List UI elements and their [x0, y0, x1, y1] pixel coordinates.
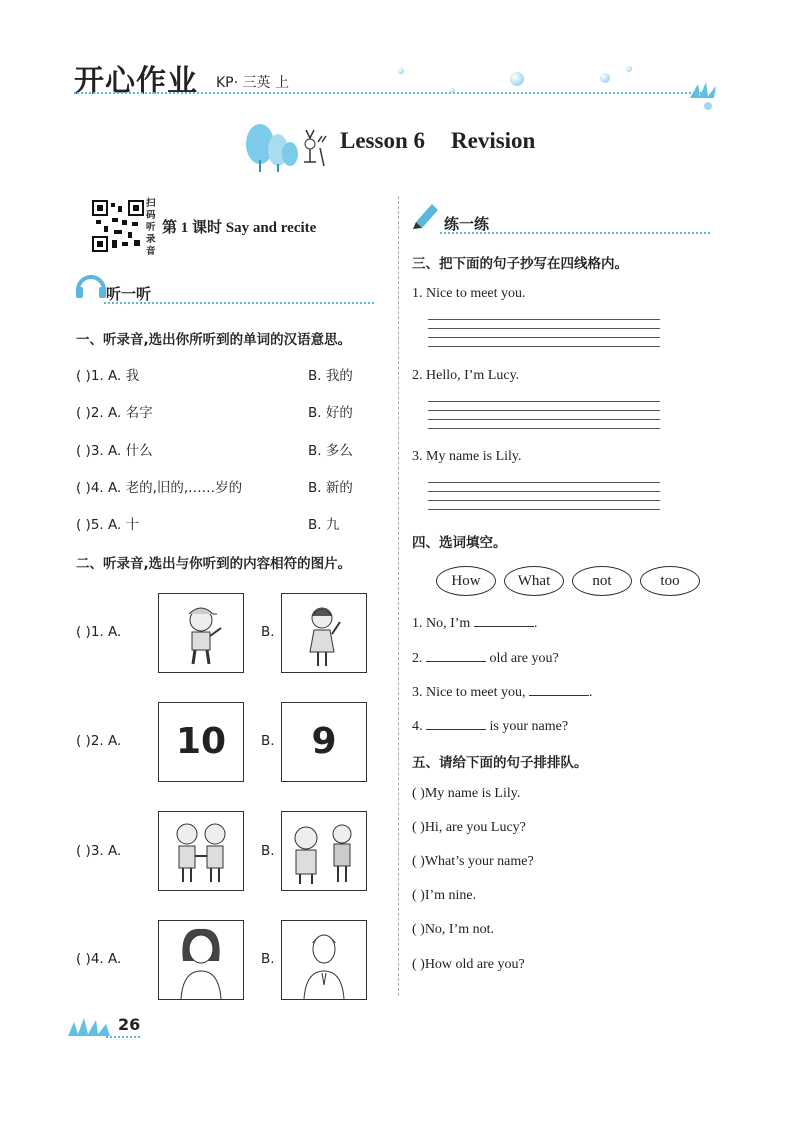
bubble-decoration — [398, 68, 404, 74]
part4-item: 3. Nice to meet you, . — [412, 685, 593, 700]
part1-item-b: B. 我的 — [308, 368, 353, 384]
part2-item-b: B. — [261, 733, 275, 749]
practice-divider — [440, 232, 710, 234]
headphones-icon — [74, 270, 108, 300]
part3-title: 三、把下面的句子抄写在四线格内。 — [412, 256, 628, 272]
part5-item: ( )Hi, are you Lucy? — [412, 820, 526, 835]
part5-item: ( )My name is Lily. — [412, 786, 521, 801]
part2-item-b: B. — [261, 624, 275, 640]
number-ten-image — [158, 702, 244, 782]
page-number: 26 — [118, 1015, 141, 1034]
listen-banner: 听一听 — [106, 285, 152, 303]
man-image — [281, 920, 367, 1000]
pencil-icon — [410, 198, 442, 230]
woman-image — [158, 920, 244, 1000]
part5-item: ( )No, I’m not. — [412, 922, 495, 937]
part3-sentence: 1. Nice to meet you. — [412, 286, 526, 301]
bubble-decoration — [510, 72, 524, 86]
word-cloud: too — [640, 566, 700, 596]
listen-divider — [104, 302, 374, 304]
part1-item-a: ( )5. A. 十 — [76, 517, 140, 533]
part2-item-b: B. — [261, 951, 275, 967]
grass-icon — [688, 80, 722, 112]
part4-item: 4. is your name? — [412, 719, 569, 734]
part4-title: 四、选词填空。 — [412, 535, 507, 551]
two-girls-image — [158, 811, 244, 891]
column-divider — [398, 196, 399, 996]
part2-item-label: ( )1. A. — [76, 624, 122, 640]
part5-item: ( )How old are you? — [412, 957, 525, 972]
part2-item-label: ( )2. A. — [76, 733, 122, 749]
qr-caption: 扫码听录音 — [146, 198, 156, 257]
brand-title: 开心作业 — [74, 64, 198, 99]
grass-icon — [66, 1014, 114, 1038]
part1-item-a: ( )1. A. 我 — [76, 368, 140, 384]
part2-item-label: ( )3. A. — [76, 843, 122, 859]
number-nine-text: 9 — [311, 721, 337, 762]
part1-item-a: ( )2. A. 名字 — [76, 405, 153, 421]
trees-and-deer-icon — [240, 122, 330, 174]
part1-item-a: ( )4. A. 老的,旧的,……岁的 — [76, 480, 243, 496]
part1-item-b: B. 好的 — [308, 405, 353, 421]
old-man-and-boy-image — [281, 811, 367, 891]
answer-blank[interactable] — [426, 649, 486, 662]
word-cloud: not — [572, 566, 632, 596]
word-cloud: What — [504, 566, 564, 596]
header-divider — [74, 92, 702, 94]
answer-blank[interactable] — [529, 683, 589, 696]
part2-title: 二、听录音,选出与你听到的内容相符的图片。 — [76, 556, 352, 572]
bubble-decoration — [626, 66, 632, 72]
part3-sentence: 2. Hello, I’m Lucy. — [412, 368, 520, 383]
number-ten-text: 10 — [175, 721, 227, 762]
lesson-title: Revision — [451, 128, 536, 153]
answer-blank[interactable] — [426, 717, 486, 730]
part4-item: 2. old are you? — [412, 651, 559, 666]
part1-title: 一、听录音,选出你所听到的单词的汉语意思。 — [76, 332, 352, 348]
word-cloud: How — [436, 566, 496, 596]
practice-banner: 练一练 — [444, 215, 490, 233]
part1-item-b: B. 九 — [308, 517, 340, 533]
bubble-decoration — [600, 73, 610, 83]
part3-sentence: 3. My name is Lily. — [412, 449, 522, 464]
part2-item-label: ( )4. A. — [76, 951, 122, 967]
part5-item: ( )What’s your name? — [412, 854, 534, 869]
part4-item: 1. No, I’m . — [412, 616, 538, 631]
girl-image — [281, 593, 367, 673]
boy-with-cap-image — [158, 593, 244, 673]
part1-item-a: ( )3. A. 什么 — [76, 443, 153, 459]
number-nine-image — [281, 702, 367, 782]
qr-code[interactable] — [92, 200, 144, 252]
part5-title: 五、请给下面的句子排排队。 — [412, 755, 588, 771]
lesson-number: Lesson 6 — [340, 128, 425, 153]
book-series: KP· 三英 上 — [216, 75, 289, 91]
footer-divider — [106, 1036, 140, 1038]
part1-item-b: B. 新的 — [308, 480, 353, 496]
part2-item-b: B. — [261, 843, 275, 859]
answer-blank[interactable] — [474, 614, 534, 627]
part1-item-b: B. 多么 — [308, 443, 353, 459]
part5-item: ( )I’m nine. — [412, 888, 477, 903]
bubble-decoration — [450, 88, 455, 93]
period-title: 第 1 课时 Say and recite — [162, 220, 317, 236]
